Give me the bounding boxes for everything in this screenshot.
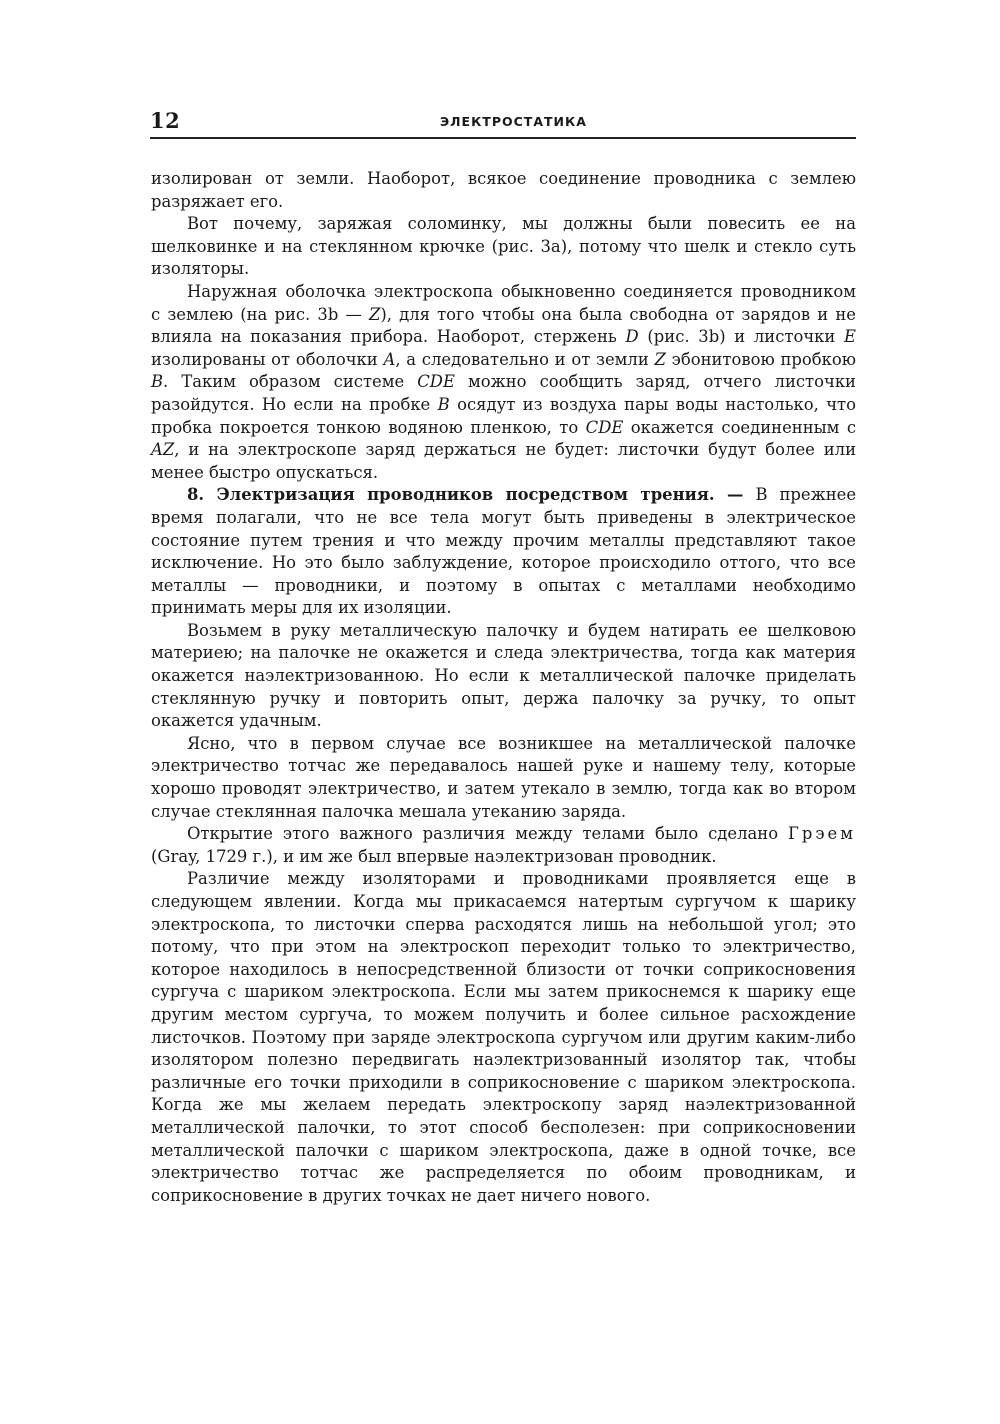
paragraph-insulators-conductors: Различие между изоляторами и проводниками проявляется еще в следующем явлении. Когда мы прикасаемся натертым сургучом к шарику электроскопа, то листочки сперва расходятся лишь на небольшой угол; это потому, что при этом на электроскоп переходит только то электричество, которое находилось в непосредственной близости от точки соприкосновения сургуча с шариком электроскопа. Если мы затем прикоснемся к шарику еще другим местом сургуча, то можем получить и более сильное расхождение листочков. Поэтому при заряде электроскопа сургучом или другим каким-либо изолятором полезно передвигать наэлектризованный изолятор так, чтобы различные его точки приходили в соприкосновение с шариком электроскопа. Когда же мы желаем передать электроскопу заряд наэлектризованной металлической палочки, то этот способ бесполезен: при соприкосновении металлической палочки с шариком электроскопа, даже в одной точке, все электричество тотчас же распределяется по обоим проводникам, и соприкосновение в других точках не дает ничего нового. [151,869,856,1205]
page-header [150,108,855,134]
letters-cde: CDE [585,417,624,437]
paragraph-gray: Открытие этого важного различия между телами было сделано Грэем (Gray, 1729 г.), и им же был впервые наэлектризован проводник. [151,824,856,866]
letter-b: B [437,394,450,414]
letter-e: E [844,327,856,347]
paragraph-metal-rod: Возьмем в руку металлическую палочку и будем натирать ее шелковою материею; на палочке не окажется и следа электричества, тогда как материя окажется наэлектризованною. Но если к металлической палочке приделать стеклянную ручку и повторить опыт, держа палочку за ручку, то опыт окажется удачным. [151,620,856,731]
page-body [151,168,856,1207]
paragraph-electroscope-casing: Наружная оболочка электроскопа обыкновенно соединяется проводником с землею (на рис. 3b — Z), для того чтобы она была свободна от зарядов и не влияла на показания прибора. Наоборот, стержень D (рис. 3b) и листочки E изолированы от оболочки A, а следовательно и от земли Z эбонитовою пробкою B. Таким образом системе CDE можно сообщить заряд, отчего листочки разойдутся. Но если на пробке B осядут из воздуха пары воды настолько, что пробка покроется тонкою водяною пленкою, то CDE окажется соединенным с AZ, и на электроскопе заряд держаться не будет: листочки будут более или менее быстро опускаться. [151,281,857,482]
letter-b: B [151,372,164,392]
name-gray: Грэем [788,824,856,844]
running-title: ЭЛЕКТРОСТАТИКА [440,114,587,129]
paragraph-explanation: Ясно, что в первом случае все возникшее на металлической палочке электричество тотчас же передавалось нашей руке и нашему телу, которые хорошо проводят электричество, и затем утекало в землю, тогда как во втором случае стеклянная палочка мешала утеканию заряда. [151,733,856,821]
letter-z: Z [369,304,381,324]
letters-az: AZ [151,440,175,460]
paragraph-straw: Вот почему, заряжая соломинку, мы должны были повесить ее на шелковинке и на стеклянном крючке (рис. 3а), потому что шелк и стекло суть изоляторы. [151,214,856,279]
paragraph-continued: изолирован от земли. Наоборот, всякое соединение проводника с землею разряжает его. [151,169,856,211]
letter-z: Z [654,349,666,369]
section-8-title: 8. Электризация проводников посредством трения. — [187,485,744,505]
header-rule [150,137,856,139]
letter-d: D [625,327,639,347]
section-8-paragraph: 8. Электризация проводников посредством трения. — В прежнее время полагали, что не все тела могут быть приведены в электрическое состояние путем трения и что между прочим металлы представляют такое исключение. Но это было заблуждение, которое происходило оттого, что все металлы — проводники, и поэтому в опытах с металлами необходимо принимать меры для их изоляции. [151,485,857,618]
letters-cde: CDE [417,372,455,392]
page-number: 12 [150,108,181,133]
letter-a: A [383,349,396,369]
